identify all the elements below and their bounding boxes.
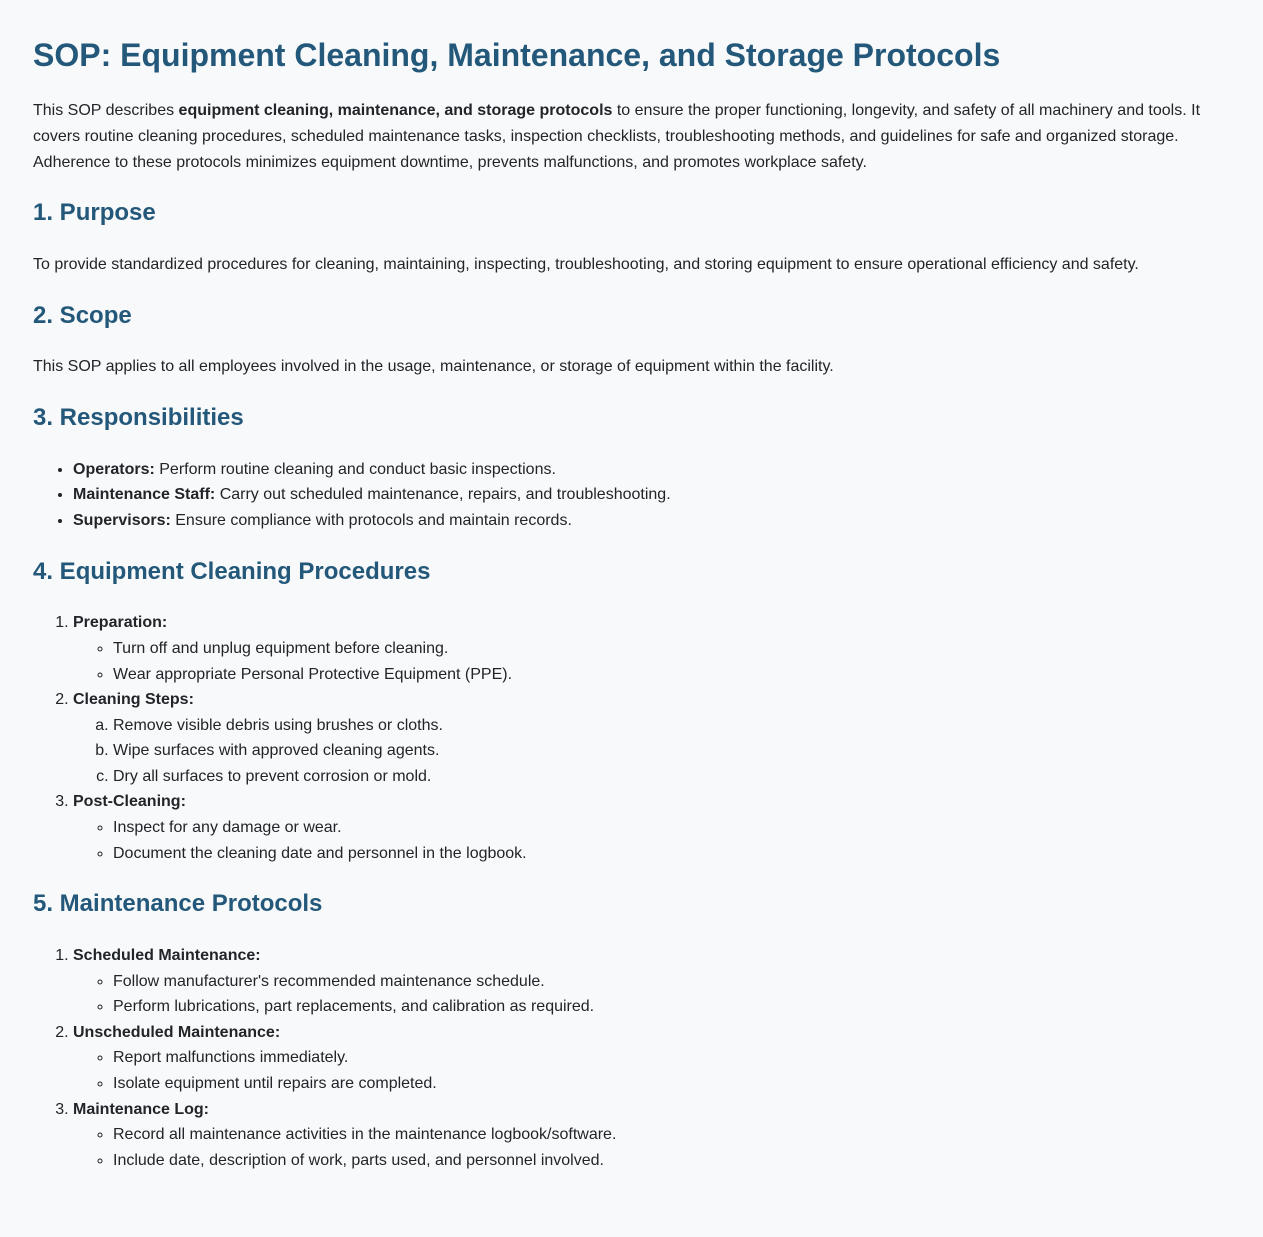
- list-item: [73, 687, 1230, 789]
- section: [33, 199, 1230, 277]
- sub-list: [73, 969, 1230, 1020]
- item-label: Maintenance Log:: [73, 1100, 210, 1118]
- sub-list-item: ◦ Report malfunctions immediately.: [113, 1045, 1230, 1071]
- section-heading: 4. Equipment Cleaning Procedures: [33, 557, 431, 585]
- sub-list: [73, 1045, 1230, 1096]
- section-paragraph: To provide standardized procedures for cleaning, maintaining, inspecting, troubleshooting, and storing equipment to ensure operational efficiency and safety.: [33, 255, 1139, 273]
- item-label: Preparation:: [73, 614, 168, 632]
- item-label: Operators:: [73, 460, 155, 478]
- page-title: SOP: Equipment Cleaning, Maintenance, and Storage Protocols: [33, 37, 1001, 73]
- sub-list-item: ◦ Follow manufacturer's recommended maintenance schedule.: [113, 969, 1230, 995]
- sub-list: [73, 1122, 1230, 1173]
- item-label: Post-Cleaning:: [73, 793, 186, 811]
- intro-paragraph: [33, 98, 1230, 175]
- section: [33, 404, 1230, 534]
- sub-list: [73, 636, 1230, 687]
- item-label: Scheduled Maintenance:: [73, 947, 261, 965]
- section-heading: 2. Scope: [33, 301, 132, 329]
- sub-list-item: ◦ Turn off and unplug equipment before cleaning.: [113, 636, 1230, 662]
- list-item: [73, 457, 1230, 483]
- sub-list-item: b. Wipe surfaces with approved cleaning agents.: [113, 738, 1230, 764]
- list-item: [73, 1020, 1230, 1097]
- sub-list-item: a. Remove visible debris using brushes or cloths.: [113, 713, 1230, 739]
- item-text: Ensure compliance with protocols and maintain records.: [170, 511, 572, 529]
- item-text: Carry out scheduled maintenance, repairs, and troubleshooting.: [215, 486, 671, 504]
- intro-text-bold: equipment cleaning, maintenance, and storage protocols: [178, 102, 613, 120]
- sub-list-item: c. Dry all surfaces to prevent corrosion or mold.: [113, 764, 1230, 790]
- list-item: [73, 789, 1230, 866]
- list-item: [73, 482, 1230, 508]
- item-label: Unscheduled Maintenance:: [73, 1023, 281, 1041]
- sub-list-item: ◦ Isolate equipment until repairs are completed.: [113, 1071, 1230, 1097]
- sub-list-item: ◦ Include date, description of work, parts used, and personnel involved.: [113, 1148, 1230, 1174]
- sub-list-item: ◦ Perform lubrications, part replacements, and calibration as required.: [113, 994, 1230, 1020]
- sub-list-item: ◦ Wear appropriate Personal Protective Equipment (PPE).: [113, 662, 1230, 688]
- document-sections: [33, 199, 1230, 1173]
- numbered-list: [33, 610, 1230, 866]
- numbered-list: [33, 943, 1230, 1173]
- section: [33, 558, 1230, 867]
- section: [33, 890, 1230, 1173]
- item-text: Perform routine cleaning and conduct basic inspections.: [154, 460, 556, 478]
- list-item: [73, 1097, 1230, 1174]
- section: [33, 302, 1230, 380]
- section-heading: 3. Responsibilities: [33, 403, 244, 431]
- section-heading: 5. Maintenance Protocols: [33, 890, 323, 918]
- sub-list-item: ◦ Record all maintenance activities in the maintenance logbook/software.: [113, 1122, 1230, 1148]
- intro-text-pre: This SOP describes: [33, 102, 179, 120]
- bullet-list: [33, 457, 1230, 534]
- sub-list: [73, 713, 1230, 790]
- list-item: [73, 508, 1230, 534]
- item-label: Supervisors:: [73, 511, 171, 529]
- sub-list: [73, 815, 1230, 866]
- sub-list-item: ◦ Inspect for any damage or wear.: [113, 815, 1230, 841]
- sub-list-item: ◦ Document the cleaning date and personnel in the logbook.: [113, 841, 1230, 867]
- section-paragraph: This SOP applies to all employees involved in the usage, maintenance, or storage of equipment within the facility.: [33, 358, 834, 376]
- list-item: [73, 610, 1230, 687]
- intro-text-post: to ensure the proper functioning, longevity, and safety of all machinery and tools. It covers routine cleaning procedures, scheduled maintenance tasks, inspection checklists, troubleshooting methods, and guidelines for safe and organized storage. Adherence to these protocols minimizes equipment downtime, prevents malfunctions, and promotes workplace safety.: [33, 102, 1201, 171]
- item-label: Maintenance Staff:: [73, 486, 216, 504]
- section-heading: 1. Purpose: [33, 199, 156, 227]
- list-item: [73, 943, 1230, 1020]
- item-label: Cleaning Steps:: [73, 691, 194, 709]
